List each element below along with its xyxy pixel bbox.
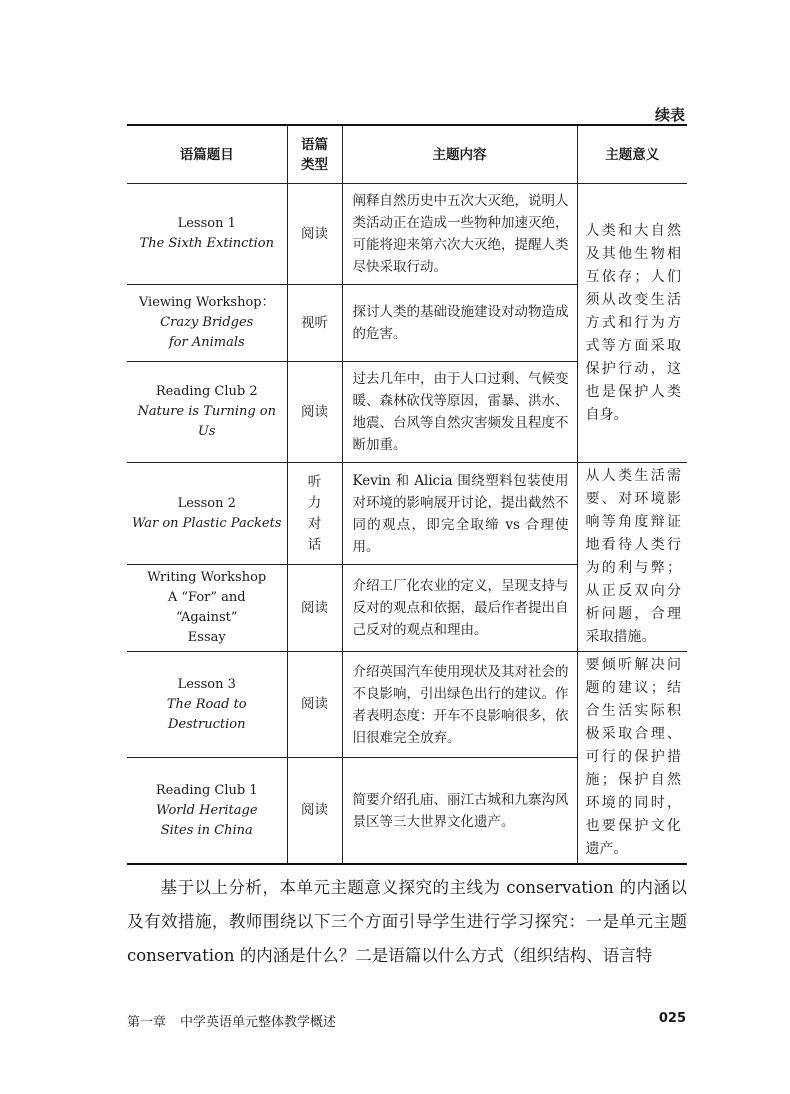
lesson-title-cell [127,463,287,565]
lesson-title-sub: World Heritage Sites in China [155,802,258,838]
lesson-content-cell: 过去几年中，由于人口过剩、气候变暖、森林砍伐等原因，雷暴、洪水、地震、台风等自然灾害频发且程度不断加重。 [342,362,577,463]
meaning-cell: 要倾听解决问题的建议；结合生活实际积极采取合理、可行的保护措施；保护自然环境的同时，也要保护文化遗产。 [577,652,687,865]
lesson-type-cell: 视听 [287,285,342,362]
lesson-title-main: Lesson 3 [177,676,236,692]
table-row [127,184,687,285]
lesson-content-cell: 简要介绍孔庙、丽江古城和九寨沟风景区等三大世界文化遗产。 [342,758,577,864]
header-title: 语篇题目 [127,125,287,184]
lesson-title-cell [127,652,287,758]
table-row [127,463,687,565]
lesson-title-main: Reading Club 1 [155,782,258,798]
lesson-title-sub: Crazy Bridges for Animals [160,315,254,350]
lesson-title-main: Writing Workshop [147,570,267,586]
table-row [127,652,687,758]
header-content: 主题内容 [342,125,577,184]
lesson-content-cell: 阐释自然历史中五次大灭绝，说明人类活动正在造成一些物种加速灭绝，可能将迎来第六次大灭绝，提醒人类尽快采取行动。 [342,184,577,285]
body-paragraph: 基于以上分析，本单元主题意义探究的主线为 conservation 的内涵以及有效措施，教师围绕以下三个方面引导学生进行学习探究：一是单元主题 conservation 的内涵是什么？二是语篇以什么方式（组织结构、语言特 [127,878,687,965]
lesson-content-cell: Kevin 和 Alicia 围绕塑料包装使用对环境的影响展开讨论，提出截然不同的观点，即完全取缔 vs 合理使用。 [342,463,577,565]
lesson-title-main: Viewing Workshop： [138,295,275,310]
footer-chapter-number: 第一章 [127,1015,167,1030]
lesson-title-cell [127,758,287,864]
lesson-type-cell: 阅读 [287,652,342,758]
lesson-content-cell: 介绍工厂化农业的定义，呈现支持与反对的观点和依据，最后作者提出自己反对的观点和理由。 [342,565,577,652]
lesson-title-cell [127,565,287,652]
lesson-title-sub: The Road to Destruction [166,696,247,732]
lesson-title-main: Reading Club 2 [155,384,258,399]
meaning-cell: 从人类生活需要、对环境影响等角度辩证地看待人类行为的利与弊；从正反双向分析问题，合理采取措施。 [577,463,687,652]
lesson-content-cell: 探讨人类的基础设施建设对动物造成的危害。 [342,285,577,362]
meaning-cell: 人类和大自然及其他生物相互依存；人们须从改变生活方式和行为方式等方面采取保护行动，这也是保护人类自身。 [577,184,687,463]
header-meaning: 主题意义 [577,125,687,184]
footer-chapter-title: 中学英语单元整体教学概述 [180,1015,337,1030]
lesson-title-main: Lesson 1 [177,216,236,231]
table-header-row [127,125,687,184]
page-number: 025 [658,1011,686,1026]
lesson-title-sub: A “For” and “Against” Essay [167,590,246,646]
footer-chapter [127,1011,350,1030]
lesson-type-cell: 阅读 [287,184,342,285]
lesson-type-cell: 阅读 [287,362,342,463]
lesson-title-cell [127,285,287,362]
lesson-type-cell: 听力对话 [287,463,342,565]
lesson-title-main: Lesson 2 [177,495,236,511]
lesson-type-cell: 阅读 [287,758,342,864]
header-type: 语篇类型 [287,125,342,184]
lesson-type-cell: 阅读 [287,565,342,652]
lesson-title-cell [127,184,287,285]
lesson-title-sub: War on Plastic Packets [132,515,282,531]
lesson-title-cell [127,362,287,463]
lesson-content-cell: 介绍英国汽车使用现状及其对社会的不良影响，引出绿色出行的建议。作者表明态度：开车不良影响很多，依旧很难完全放弃。 [342,652,577,758]
lesson-title-sub: The Sixth Extinction [139,236,274,251]
lesson-table [127,124,687,865]
lesson-title-sub: Nature is Turning on Us [137,404,277,439]
continuation-label: 续表 [654,106,685,124]
